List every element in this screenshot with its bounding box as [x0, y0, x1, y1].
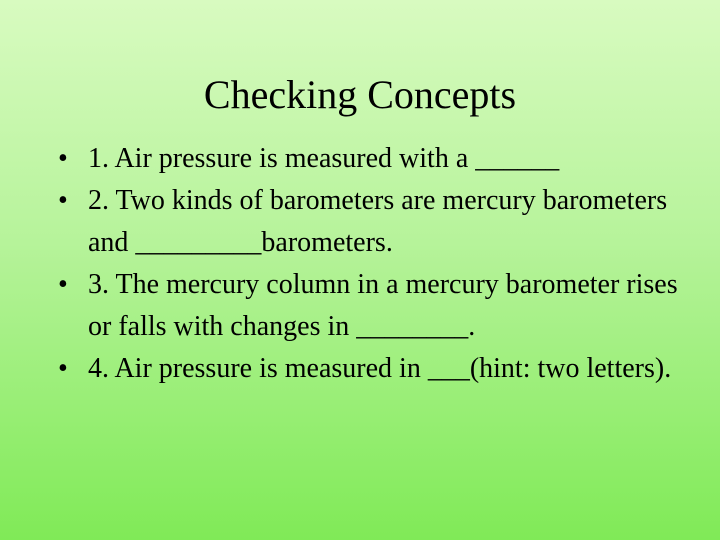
bullet-list: [58, 138, 678, 390]
bullet-text: 1. Air pressure is measured with a ______: [88, 143, 560, 174]
bullet-text: 4. Air pressure is measured in ___(hint: two letters).: [88, 353, 672, 384]
bullet-item-4: [58, 348, 678, 390]
bullet-text: 3. The mercury column in a mercury barometer rises or falls with changes in ________.: [88, 269, 678, 342]
bullet-item-2: [58, 180, 678, 264]
bullet-text: 2. Two kinds of barometers are mercury barometers and _________barometers.: [88, 185, 668, 258]
bullet-dot: •: [58, 143, 68, 174]
bullet-dot: •: [58, 353, 68, 384]
bullet-item-3: [58, 264, 678, 348]
bullet-item-1: [58, 138, 678, 180]
bullet-dot: •: [58, 269, 68, 300]
slide-title: Checking Concepts: [203, 72, 517, 117]
bullet-dot: •: [58, 185, 68, 216]
